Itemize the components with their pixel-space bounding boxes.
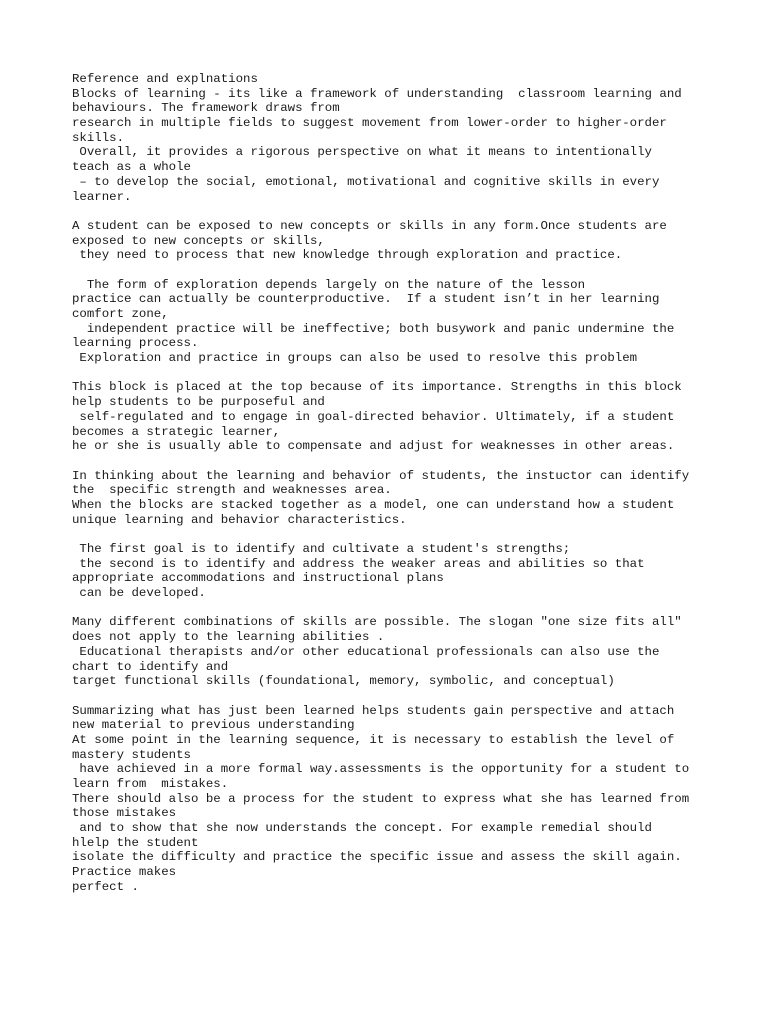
text-line: Summarizing what has just been learned helps students gain perspective and attach — [72, 703, 675, 718]
paragraph — [72, 219, 732, 263]
text-line: the second is to identify and address the weaker areas and abilities so that — [72, 556, 645, 571]
text-line: behaviours. The framework draws from — [72, 101, 340, 116]
text-line: he or she is usually able to compensate and adjust for weaknesses in other areas. — [72, 439, 675, 454]
paragraph — [72, 469, 732, 528]
text-line: practice can actually be counterproductive. If a student isn’t in her learning — [72, 292, 660, 307]
text-line: isolate the difficulty and practice the specific issue and assess the skill again. — [72, 850, 682, 865]
text-line: Practice makes — [72, 865, 177, 880]
text-line: becomes a strategic learner, — [72, 424, 281, 439]
text-line: perfect . — [72, 879, 139, 894]
paragraph — [72, 542, 732, 601]
text-line: learner. — [72, 189, 132, 204]
text-line: Many different combinations of skills are possible. The slogan "one size fits all" — [72, 615, 682, 630]
text-line: new material to previous understanding — [72, 718, 355, 733]
text-line: learning process. — [72, 336, 199, 351]
text-line: the specific strength and weaknesses area. — [72, 483, 392, 498]
text-line: When the blocks are stacked together as a model, one can understand how a student — [72, 497, 675, 512]
text-line: At some point in the learning sequence, it is necessary to establish the level of — [72, 732, 675, 747]
text-line: does not apply to the learning abilities . — [72, 630, 385, 645]
text-line: can be developed. — [72, 586, 206, 601]
text-line: teach as a whole — [72, 160, 191, 175]
paragraph — [72, 278, 732, 366]
text-line: This block is placed at the top because of its importance. Strengths in this block — [72, 380, 682, 395]
text-line: unique learning and behavior characteristics. — [72, 512, 407, 527]
text-line: There should also be a process for the student to express what she has learned from — [72, 791, 690, 806]
text-line: In thinking about the learning and behavior of students, the instuctor can identify — [72, 468, 690, 483]
paragraph-spacer — [72, 366, 732, 381]
text-line: exposed to new concepts or skills, — [72, 233, 325, 248]
paragraph — [72, 704, 732, 895]
text-line: and to show that she now understands the concept. For example remedial should — [72, 821, 652, 836]
text-line: The form of exploration depends largely on the nature of the lesson — [72, 277, 586, 292]
text-line: chart to identify and — [72, 659, 229, 674]
paragraph-spacer — [72, 454, 732, 469]
text-line: self-regulated and to engage in goal-directed behavior. Ultimately, if a student — [72, 409, 675, 424]
text-line: comfort zone, — [72, 307, 169, 321]
paragraph-spacer — [72, 527, 732, 542]
text-line: Blocks of learning - its like a framework of understanding classroom learning and — [72, 86, 682, 101]
text-line: help students to be purposeful and — [72, 395, 325, 410]
text-line: independent practice will be ineffective; both busywork and panic undermine the — [72, 321, 675, 336]
text-line: those mistakes — [72, 806, 177, 821]
text-line: have achieved in a more formal way.assessments is the opportunity for a student to — [72, 762, 690, 777]
text-line: hlelp the student — [72, 835, 199, 850]
text-line: – to develop the social, emotional, motivational and cognitive skills in every — [72, 174, 660, 189]
text-line: mastery students — [72, 747, 191, 762]
text-line: they need to process that new knowledge through exploration and practice. — [72, 248, 623, 263]
text-line: skills. — [72, 130, 125, 145]
text-line: Overall, it provides a rigorous perspective on what it means to intentionally — [72, 145, 652, 160]
paragraph-spacer — [72, 204, 732, 219]
text-line: research in multiple fields to suggest movement from lower-order to higher-order — [72, 116, 667, 131]
paragraph — [72, 380, 732, 453]
paragraph-spacer — [72, 263, 732, 278]
text-line: target functional skills (foundational, memory, symbolic, and conceptual) — [72, 674, 615, 689]
text-line: A student can be exposed to new concepts or skills in any form.Once students are — [72, 218, 667, 233]
text-line: appropriate accommodations and instructional plans — [72, 571, 444, 586]
text-line: Reference and explnations — [72, 72, 258, 86]
text-line: learn from mistakes. — [72, 777, 229, 791]
paragraph-spacer — [72, 601, 732, 616]
text-line: Educational therapists and/or other educational professionals can also use the — [72, 644, 660, 659]
document-body — [72, 72, 732, 895]
text-line: The first goal is to identify and cultivate a student's strengths; — [72, 542, 571, 556]
paragraph — [72, 615, 732, 688]
text-line: Exploration and practice in groups can also be used to resolve this problem — [72, 351, 638, 366]
paragraph — [72, 72, 732, 204]
paragraph-spacer — [72, 689, 732, 704]
